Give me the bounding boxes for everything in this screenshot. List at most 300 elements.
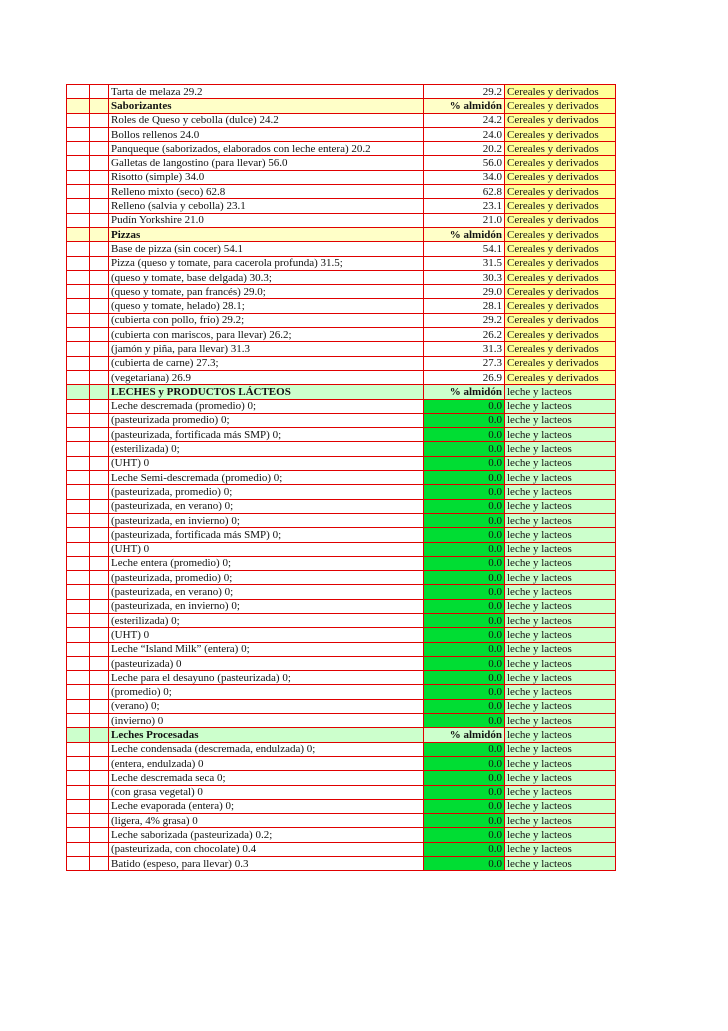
category-cell[interactable]: leche y lacteos bbox=[505, 771, 616, 785]
food-name-cell[interactable]: (esterilizada) 0; bbox=[109, 442, 424, 456]
starch-value-cell[interactable]: 24.0 bbox=[424, 127, 505, 141]
table-row bbox=[67, 814, 616, 828]
row-marker-cell[interactable] bbox=[67, 742, 90, 756]
food-name-cell[interactable]: (UHT) 0 bbox=[109, 628, 424, 642]
category-cell[interactable]: leche y lacteos bbox=[505, 485, 616, 499]
category-cell[interactable]: leche y lacteos bbox=[505, 585, 616, 599]
starch-value-cell[interactable]: 56.0 bbox=[424, 156, 505, 170]
category-cell[interactable]: Cereales y derivados bbox=[505, 199, 616, 213]
row-marker-cell[interactable] bbox=[67, 756, 90, 770]
starch-value-cell[interactable]: 0.0 bbox=[424, 771, 505, 785]
category-cell[interactable]: Cereales y derivados bbox=[505, 99, 616, 113]
blank-cell[interactable] bbox=[90, 699, 109, 713]
row-marker-cell[interactable] bbox=[67, 85, 90, 99]
row-marker-cell[interactable] bbox=[67, 499, 90, 513]
food-name-cell[interactable]: Panqueque (saborizados, elaborados con leche entera) 20.2 bbox=[109, 142, 424, 156]
blank-cell[interactable] bbox=[90, 628, 109, 642]
category-cell[interactable]: leche y lacteos bbox=[505, 542, 616, 556]
starch-value-cell[interactable]: 0.0 bbox=[424, 599, 505, 613]
blank-cell[interactable] bbox=[90, 99, 109, 113]
starch-value-cell[interactable]: 0.0 bbox=[424, 628, 505, 642]
row-marker-cell[interactable] bbox=[67, 356, 90, 370]
category-cell[interactable]: Cereales y derivados bbox=[505, 342, 616, 356]
category-cell[interactable]: leche y lacteos bbox=[505, 499, 616, 513]
starch-value-cell[interactable]: 31.5 bbox=[424, 256, 505, 270]
category-cell[interactable]: leche y lacteos bbox=[505, 785, 616, 799]
food-name-cell[interactable]: Pizza (queso y tomate, para cacerola profunda) 31.5; bbox=[109, 256, 424, 270]
row-marker-cell[interactable] bbox=[67, 142, 90, 156]
blank-cell[interactable] bbox=[90, 428, 109, 442]
blank-cell[interactable] bbox=[90, 542, 109, 556]
starch-value-cell[interactable]: 0.0 bbox=[424, 556, 505, 570]
row-marker-cell[interactable] bbox=[67, 185, 90, 199]
row-marker-cell[interactable] bbox=[67, 799, 90, 813]
blank-cell[interactable] bbox=[90, 714, 109, 728]
starch-value-cell[interactable]: 0.0 bbox=[424, 613, 505, 627]
starch-value-cell[interactable]: 23.1 bbox=[424, 199, 505, 213]
blank-cell[interactable] bbox=[90, 528, 109, 542]
category-cell[interactable]: Cereales y derivados bbox=[505, 370, 616, 384]
row-marker-cell[interactable] bbox=[67, 127, 90, 141]
food-name-cell[interactable]: (con grasa vegetal) 0 bbox=[109, 785, 424, 799]
row-marker-cell[interactable] bbox=[67, 571, 90, 585]
starch-value-cell[interactable]: 0.0 bbox=[424, 442, 505, 456]
starch-value-cell[interactable]: 0.0 bbox=[424, 485, 505, 499]
starch-value-cell[interactable]: 0.0 bbox=[424, 499, 505, 513]
food-name-cell[interactable]: (queso y tomate, pan francés) 29.0; bbox=[109, 285, 424, 299]
blank-cell[interactable] bbox=[90, 771, 109, 785]
blank-cell[interactable] bbox=[90, 442, 109, 456]
blank-cell[interactable] bbox=[90, 485, 109, 499]
starch-value-cell[interactable]: 20.2 bbox=[424, 142, 505, 156]
row-marker-cell[interactable] bbox=[67, 199, 90, 213]
row-marker-cell[interactable] bbox=[67, 542, 90, 556]
row-marker-cell[interactable] bbox=[67, 442, 90, 456]
starch-value-cell[interactable]: 0.0 bbox=[424, 428, 505, 442]
blank-cell[interactable] bbox=[90, 756, 109, 770]
category-cell[interactable]: leche y lacteos bbox=[505, 556, 616, 570]
row-marker-cell[interactable] bbox=[67, 828, 90, 842]
category-cell[interactable]: leche y lacteos bbox=[505, 528, 616, 542]
row-marker-cell[interactable] bbox=[67, 170, 90, 184]
food-name-cell[interactable]: Galletas de langostino (para llevar) 56.0 bbox=[109, 156, 424, 170]
row-marker-cell[interactable] bbox=[67, 213, 90, 227]
starch-value-cell[interactable]: 0.0 bbox=[424, 742, 505, 756]
table-row bbox=[67, 213, 616, 227]
starch-value-cell[interactable]: % almidón bbox=[424, 99, 505, 113]
category-cell[interactable]: leche y lacteos bbox=[505, 442, 616, 456]
row-marker-cell[interactable] bbox=[67, 685, 90, 699]
blank-cell[interactable] bbox=[90, 227, 109, 241]
table-row bbox=[67, 142, 616, 156]
row-marker-cell[interactable] bbox=[67, 413, 90, 427]
row-marker-cell[interactable] bbox=[67, 399, 90, 413]
food-name-cell[interactable]: Saborizantes bbox=[109, 99, 424, 113]
blank-cell[interactable] bbox=[90, 313, 109, 327]
starch-value-cell[interactable]: % almidón bbox=[424, 385, 505, 399]
food-name-cell[interactable]: Leche “Island Milk” (entera) 0; bbox=[109, 642, 424, 656]
table-row bbox=[67, 699, 616, 713]
starch-value-cell[interactable]: 0.0 bbox=[424, 456, 505, 470]
table-row bbox=[67, 656, 616, 670]
food-name-cell[interactable]: Leche descremada (promedio) 0; bbox=[109, 399, 424, 413]
food-name-cell[interactable]: Leche para el desayuno (pasteurizada) 0; bbox=[109, 671, 424, 685]
starch-value-cell[interactable]: 0.0 bbox=[424, 671, 505, 685]
category-cell[interactable]: leche y lacteos bbox=[505, 656, 616, 670]
row-marker-cell[interactable] bbox=[67, 642, 90, 656]
starch-value-cell[interactable]: 0.0 bbox=[424, 571, 505, 585]
blank-cell[interactable] bbox=[90, 571, 109, 585]
category-cell[interactable]: leche y lacteos bbox=[505, 756, 616, 770]
category-cell[interactable]: Cereales y derivados bbox=[505, 156, 616, 170]
food-name-cell[interactable]: (queso y tomate, base delgada) 30.3; bbox=[109, 270, 424, 284]
row-marker-cell[interactable] bbox=[67, 842, 90, 856]
blank-cell[interactable] bbox=[90, 685, 109, 699]
food-name-cell[interactable]: Risotto (simple) 34.0 bbox=[109, 170, 424, 184]
starch-value-cell[interactable]: 0.0 bbox=[424, 399, 505, 413]
blank-cell[interactable] bbox=[90, 170, 109, 184]
section-header-row bbox=[67, 227, 616, 241]
row-marker-cell[interactable] bbox=[67, 785, 90, 799]
category-cell[interactable]: leche y lacteos bbox=[505, 728, 616, 742]
starch-value-cell[interactable]: 0.0 bbox=[424, 542, 505, 556]
row-marker-cell[interactable] bbox=[67, 428, 90, 442]
row-marker-cell[interactable] bbox=[67, 227, 90, 241]
blank-cell[interactable] bbox=[90, 256, 109, 270]
table-row bbox=[67, 256, 616, 270]
food-name-cell[interactable]: (pasteurizada, en invierno) 0; bbox=[109, 513, 424, 527]
food-name-cell[interactable]: Leche entera (promedio) 0; bbox=[109, 556, 424, 570]
row-marker-cell[interactable] bbox=[67, 714, 90, 728]
row-marker-cell[interactable] bbox=[67, 242, 90, 256]
starch-value-cell[interactable]: 54.1 bbox=[424, 242, 505, 256]
row-marker-cell[interactable] bbox=[67, 857, 90, 871]
food-name-cell[interactable]: (jamón y piña, para llevar) 31.3 bbox=[109, 342, 424, 356]
food-name-cell[interactable]: (UHT) 0 bbox=[109, 542, 424, 556]
food-name-cell[interactable]: (entera, endulzada) 0 bbox=[109, 756, 424, 770]
food-name-cell[interactable]: Pudín Yorkshire 21.0 bbox=[109, 213, 424, 227]
blank-cell[interactable] bbox=[90, 785, 109, 799]
blank-cell[interactable] bbox=[90, 199, 109, 213]
category-cell[interactable]: leche y lacteos bbox=[505, 799, 616, 813]
blank-cell[interactable] bbox=[90, 513, 109, 527]
blank-cell[interactable] bbox=[90, 413, 109, 427]
food-name-cell[interactable]: (pasteurizada, fortificada más SMP) 0; bbox=[109, 428, 424, 442]
blank-cell[interactable] bbox=[90, 828, 109, 842]
food-name-cell[interactable]: (ligera, 4% grasa) 0 bbox=[109, 814, 424, 828]
category-cell[interactable]: leche y lacteos bbox=[505, 828, 616, 842]
starch-value-cell[interactable]: 29.0 bbox=[424, 285, 505, 299]
blank-cell[interactable] bbox=[90, 299, 109, 313]
table-row bbox=[67, 542, 616, 556]
row-marker-cell[interactable] bbox=[67, 699, 90, 713]
blank-cell[interactable] bbox=[90, 642, 109, 656]
starch-value-cell[interactable]: 0.0 bbox=[424, 585, 505, 599]
table-row bbox=[67, 270, 616, 284]
category-cell[interactable]: Cereales y derivados bbox=[505, 170, 616, 184]
food-name-cell[interactable]: (queso y tomate, helado) 28.1; bbox=[109, 299, 424, 313]
blank-cell[interactable] bbox=[90, 270, 109, 284]
category-cell[interactable]: leche y lacteos bbox=[505, 413, 616, 427]
table-row bbox=[67, 456, 616, 470]
food-name-cell[interactable]: Leche evaporada (entera) 0; bbox=[109, 799, 424, 813]
row-marker-cell[interactable] bbox=[67, 385, 90, 399]
blank-cell[interactable] bbox=[90, 814, 109, 828]
food-name-cell[interactable]: Batido (espeso, para llevar) 0.3 bbox=[109, 857, 424, 871]
blank-cell[interactable] bbox=[90, 328, 109, 342]
blank-cell[interactable] bbox=[90, 156, 109, 170]
food-name-cell[interactable]: Pizzas bbox=[109, 227, 424, 241]
food-name-cell[interactable]: (promedio) 0; bbox=[109, 685, 424, 699]
category-cell[interactable]: Cereales y derivados bbox=[505, 142, 616, 156]
blank-cell[interactable] bbox=[90, 113, 109, 127]
blank-cell[interactable] bbox=[90, 242, 109, 256]
category-cell[interactable]: leche y lacteos bbox=[505, 671, 616, 685]
starch-value-cell[interactable]: % almidón bbox=[424, 227, 505, 241]
starch-value-cell[interactable]: 31.3 bbox=[424, 342, 505, 356]
food-name-cell[interactable]: Base de pizza (sin cocer) 54.1 bbox=[109, 242, 424, 256]
category-cell[interactable]: leche y lacteos bbox=[505, 471, 616, 485]
row-marker-cell[interactable] bbox=[67, 771, 90, 785]
category-cell[interactable]: leche y lacteos bbox=[505, 642, 616, 656]
starch-value-cell[interactable]: 62.8 bbox=[424, 185, 505, 199]
row-marker-cell[interactable] bbox=[67, 270, 90, 284]
blank-cell[interactable] bbox=[90, 842, 109, 856]
starch-value-cell[interactable]: 29.2 bbox=[424, 85, 505, 99]
starch-value-cell[interactable]: 0.0 bbox=[424, 857, 505, 871]
food-name-cell[interactable]: (esterilizada) 0; bbox=[109, 613, 424, 627]
blank-cell[interactable] bbox=[90, 342, 109, 356]
blank-cell[interactable] bbox=[90, 370, 109, 384]
category-cell[interactable]: Cereales y derivados bbox=[505, 227, 616, 241]
row-marker-cell[interactable] bbox=[67, 256, 90, 270]
row-marker-cell[interactable] bbox=[67, 328, 90, 342]
food-name-cell[interactable]: (pasteurizada, con chocolate) 0.4 bbox=[109, 842, 424, 856]
row-marker-cell[interactable] bbox=[67, 728, 90, 742]
starch-value-cell[interactable]: 0.0 bbox=[424, 714, 505, 728]
starch-value-cell[interactable]: 0.0 bbox=[424, 785, 505, 799]
food-name-cell[interactable]: LECHES y PRODUCTOS LÁCTEOS bbox=[109, 385, 424, 399]
row-marker-cell[interactable] bbox=[67, 656, 90, 670]
category-cell[interactable]: Cereales y derivados bbox=[505, 328, 616, 342]
row-marker-cell[interactable] bbox=[67, 99, 90, 113]
category-cell[interactable]: leche y lacteos bbox=[505, 699, 616, 713]
table-body bbox=[67, 85, 616, 871]
food-name-cell[interactable]: (pasteurizada, promedio) 0; bbox=[109, 571, 424, 585]
row-marker-cell[interactable] bbox=[67, 156, 90, 170]
table-row bbox=[67, 313, 616, 327]
category-cell[interactable]: leche y lacteos bbox=[505, 685, 616, 699]
table-row bbox=[67, 857, 616, 871]
blank-cell[interactable] bbox=[90, 213, 109, 227]
blank-cell[interactable] bbox=[90, 356, 109, 370]
blank-cell[interactable] bbox=[90, 499, 109, 513]
blank-cell[interactable] bbox=[90, 185, 109, 199]
starch-value-cell[interactable]: 34.0 bbox=[424, 170, 505, 184]
row-marker-cell[interactable] bbox=[67, 671, 90, 685]
blank-cell[interactable] bbox=[90, 799, 109, 813]
category-cell[interactable]: leche y lacteos bbox=[505, 428, 616, 442]
row-marker-cell[interactable] bbox=[67, 113, 90, 127]
table-row bbox=[67, 370, 616, 384]
starch-value-cell[interactable]: 0.0 bbox=[424, 699, 505, 713]
table-row bbox=[67, 442, 616, 456]
food-name-cell[interactable]: Leche Semi-descremada (promedio) 0; bbox=[109, 471, 424, 485]
category-cell[interactable]: leche y lacteos bbox=[505, 842, 616, 856]
blank-cell[interactable] bbox=[90, 599, 109, 613]
category-cell[interactable]: leche y lacteos bbox=[505, 513, 616, 527]
starch-value-cell[interactable]: 0.0 bbox=[424, 814, 505, 828]
blank-cell[interactable] bbox=[90, 127, 109, 141]
food-name-cell[interactable]: (verano) 0; bbox=[109, 699, 424, 713]
category-cell[interactable]: Cereales y derivados bbox=[505, 85, 616, 99]
table-row bbox=[67, 199, 616, 213]
row-marker-cell[interactable] bbox=[67, 585, 90, 599]
row-marker-cell[interactable] bbox=[67, 370, 90, 384]
table-row bbox=[67, 342, 616, 356]
starch-value-cell[interactable]: 24.2 bbox=[424, 113, 505, 127]
row-marker-cell[interactable] bbox=[67, 313, 90, 327]
category-cell[interactable]: Cereales y derivados bbox=[505, 113, 616, 127]
blank-cell[interactable] bbox=[90, 556, 109, 570]
category-cell[interactable]: leche y lacteos bbox=[505, 385, 616, 399]
food-name-cell[interactable]: (pasteurizada, en verano) 0; bbox=[109, 585, 424, 599]
category-cell[interactable]: Cereales y derivados bbox=[505, 127, 616, 141]
starch-value-cell[interactable]: 0.0 bbox=[424, 656, 505, 670]
food-name-cell[interactable]: Relleno mixto (seco) 62.8 bbox=[109, 185, 424, 199]
food-name-cell[interactable]: Tarta de melaza 29.2 bbox=[109, 85, 424, 99]
blank-cell[interactable] bbox=[90, 728, 109, 742]
food-name-cell[interactable]: (vegetariana) 26.9 bbox=[109, 370, 424, 384]
food-name-cell[interactable]: (pasteurizada, en invierno) 0; bbox=[109, 599, 424, 613]
blank-cell[interactable] bbox=[90, 142, 109, 156]
row-marker-cell[interactable] bbox=[67, 599, 90, 613]
table-row bbox=[67, 299, 616, 313]
food-name-cell[interactable]: (pasteurizada, fortificada más SMP) 0; bbox=[109, 528, 424, 542]
row-marker-cell[interactable] bbox=[67, 285, 90, 299]
category-cell[interactable]: leche y lacteos bbox=[505, 613, 616, 627]
starch-value-cell[interactable]: 0.0 bbox=[424, 828, 505, 842]
starch-value-cell[interactable]: 0.0 bbox=[424, 513, 505, 527]
food-name-cell[interactable]: (pasteurizada promedio) 0; bbox=[109, 413, 424, 427]
blank-cell[interactable] bbox=[90, 857, 109, 871]
food-name-cell[interactable]: Leche saborizada (pasteurizada) 0.2; bbox=[109, 828, 424, 842]
category-cell[interactable]: Cereales y derivados bbox=[505, 313, 616, 327]
category-cell[interactable]: Cereales y derivados bbox=[505, 242, 616, 256]
blank-cell[interactable] bbox=[90, 85, 109, 99]
food-name-cell[interactable]: Relleno (salvia y cebolla) 23.1 bbox=[109, 199, 424, 213]
starch-value-cell[interactable]: 0.0 bbox=[424, 642, 505, 656]
blank-cell[interactable] bbox=[90, 613, 109, 627]
food-name-cell[interactable]: (pasteurizada) 0 bbox=[109, 656, 424, 670]
row-marker-cell[interactable] bbox=[67, 456, 90, 470]
blank-cell[interactable] bbox=[90, 385, 109, 399]
category-cell[interactable]: Cereales y derivados bbox=[505, 299, 616, 313]
category-cell[interactable]: leche y lacteos bbox=[505, 399, 616, 413]
starch-value-cell[interactable]: 26.9 bbox=[424, 370, 505, 384]
category-cell[interactable]: Cereales y derivados bbox=[505, 185, 616, 199]
starch-value-cell[interactable]: 0.0 bbox=[424, 528, 505, 542]
table-row bbox=[67, 571, 616, 585]
starch-value-cell[interactable]: 0.0 bbox=[424, 471, 505, 485]
blank-cell[interactable] bbox=[90, 742, 109, 756]
food-name-cell[interactable]: Leche descremada seca 0; bbox=[109, 771, 424, 785]
category-cell[interactable]: leche y lacteos bbox=[505, 742, 616, 756]
table-row bbox=[67, 185, 616, 199]
row-marker-cell[interactable] bbox=[67, 814, 90, 828]
table-row bbox=[67, 599, 616, 613]
table-row bbox=[67, 828, 616, 842]
starch-value-cell[interactable]: 0.0 bbox=[424, 685, 505, 699]
food-name-cell[interactable]: (invierno) 0 bbox=[109, 714, 424, 728]
row-marker-cell[interactable] bbox=[67, 556, 90, 570]
food-name-cell[interactable]: (pasteurizada, en verano) 0; bbox=[109, 499, 424, 513]
row-marker-cell[interactable] bbox=[67, 342, 90, 356]
blank-cell[interactable] bbox=[90, 285, 109, 299]
table-row bbox=[67, 842, 616, 856]
category-cell[interactable]: leche y lacteos bbox=[505, 714, 616, 728]
food-name-cell[interactable]: Roles de Queso y cebolla (dulce) 24.2 bbox=[109, 113, 424, 127]
blank-cell[interactable] bbox=[90, 471, 109, 485]
starch-value-cell[interactable]: 0.0 bbox=[424, 756, 505, 770]
category-cell[interactable]: leche y lacteos bbox=[505, 857, 616, 871]
category-cell[interactable]: Cereales y derivados bbox=[505, 285, 616, 299]
food-name-cell[interactable]: Leche condensada (descremada, endulzada) 0; bbox=[109, 742, 424, 756]
table-row bbox=[67, 399, 616, 413]
row-marker-cell[interactable] bbox=[67, 628, 90, 642]
row-marker-cell[interactable] bbox=[67, 528, 90, 542]
row-marker-cell[interactable] bbox=[67, 613, 90, 627]
starch-value-cell[interactable]: 21.0 bbox=[424, 213, 505, 227]
category-cell[interactable]: leche y lacteos bbox=[505, 456, 616, 470]
category-cell[interactable]: leche y lacteos bbox=[505, 628, 616, 642]
starch-value-cell[interactable]: 28.1 bbox=[424, 299, 505, 313]
blank-cell[interactable] bbox=[90, 585, 109, 599]
starch-value-cell[interactable]: 0.0 bbox=[424, 799, 505, 813]
blank-cell[interactable] bbox=[90, 399, 109, 413]
food-name-cell[interactable]: Leches Procesadas bbox=[109, 728, 424, 742]
category-cell[interactable]: Cereales y derivados bbox=[505, 270, 616, 284]
category-cell[interactable]: Cereales y derivados bbox=[505, 356, 616, 370]
blank-cell[interactable] bbox=[90, 456, 109, 470]
blank-cell[interactable] bbox=[90, 671, 109, 685]
starch-value-cell[interactable]: 27.3 bbox=[424, 356, 505, 370]
starch-value-cell[interactable]: % almidón bbox=[424, 728, 505, 742]
category-cell[interactable]: leche y lacteos bbox=[505, 599, 616, 613]
category-cell[interactable]: leche y lacteos bbox=[505, 571, 616, 585]
starch-value-cell[interactable]: 29.2 bbox=[424, 313, 505, 327]
food-name-cell[interactable]: (cubierta de carne) 27.3; bbox=[109, 356, 424, 370]
row-marker-cell[interactable] bbox=[67, 485, 90, 499]
category-cell[interactable]: leche y lacteos bbox=[505, 814, 616, 828]
food-name-cell[interactable]: Bollos rellenos 24.0 bbox=[109, 127, 424, 141]
starch-value-cell[interactable]: 26.2 bbox=[424, 328, 505, 342]
row-marker-cell[interactable] bbox=[67, 471, 90, 485]
starch-value-cell[interactable]: 0.0 bbox=[424, 842, 505, 856]
food-name-cell[interactable]: (cubierta con mariscos, para llevar) 26.2; bbox=[109, 328, 424, 342]
starch-value-cell[interactable]: 0.0 bbox=[424, 413, 505, 427]
row-marker-cell[interactable] bbox=[67, 299, 90, 313]
food-name-cell[interactable]: (pasteurizada, promedio) 0; bbox=[109, 485, 424, 499]
category-cell[interactable]: Cereales y derivados bbox=[505, 213, 616, 227]
category-cell[interactable]: Cereales y derivados bbox=[505, 256, 616, 270]
table-row bbox=[67, 471, 616, 485]
starch-value-cell[interactable]: 30.3 bbox=[424, 270, 505, 284]
row-marker-cell[interactable] bbox=[67, 513, 90, 527]
blank-cell[interactable] bbox=[90, 656, 109, 670]
food-name-cell[interactable]: (cubierta con pollo, frío) 29.2; bbox=[109, 313, 424, 327]
food-name-cell[interactable]: (UHT) 0 bbox=[109, 456, 424, 470]
